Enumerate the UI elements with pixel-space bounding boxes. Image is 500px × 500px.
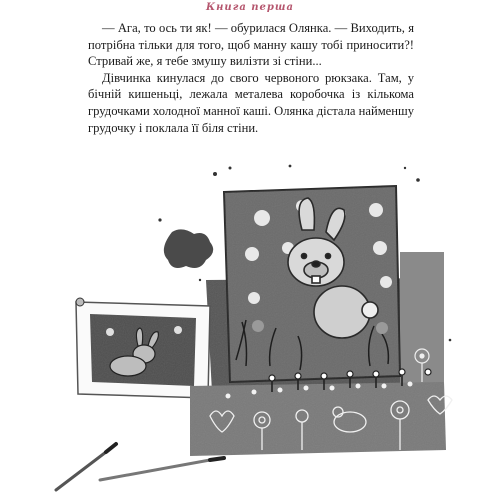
paragraph-1: — Ага, то ось ти як! — обурилася Олянка. — Виходить, я потрібна тільки для того, щоб манну кашу тобі приносити?! Стривай же, я тебе змушу вилізти зі стіни... [88, 21, 414, 69]
body-text [88, 20, 414, 136]
illustration [40, 160, 460, 495]
ink-blob [164, 229, 213, 268]
small-bunny-picture [76, 302, 210, 398]
illustration-drawing [40, 160, 460, 495]
running-header: Книга перша [206, 2, 294, 13]
paragraph-2: Дівчинка кинулася до свого червоного рюкзака. Там, у бічній кишеньці, лежала металева коробочка із кількома грудочками холодної манної каші. Олянка дістала найменшу грудочку і поклала її біля стіни. [88, 70, 414, 135]
pin [76, 298, 84, 306]
bunny-canvas [224, 186, 400, 382]
